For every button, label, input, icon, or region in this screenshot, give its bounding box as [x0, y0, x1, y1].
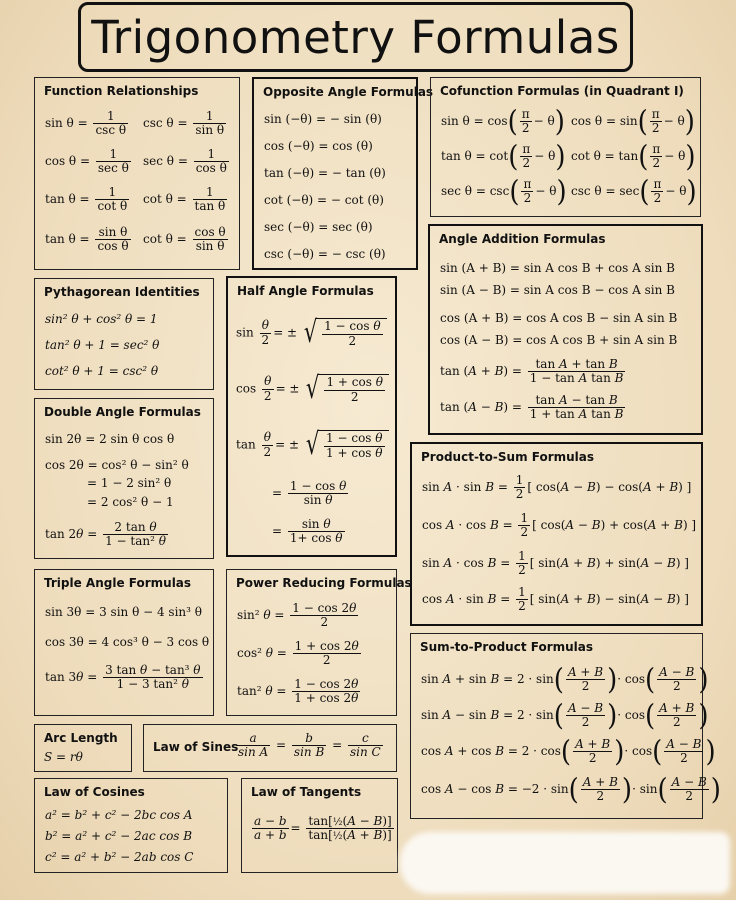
arc-length-header: Arc Length [44, 731, 118, 745]
formula-half-tan-3: = $\frac{\text{sin θ}}{\text{1+ cos θ}}$ [272, 517, 343, 546]
formula-opposite-csc: csc (−θ) = − csc (θ) [264, 247, 386, 261]
formula-triple-cos: cos 3θ = 4 cos³ θ − 3 cos θ [45, 635, 210, 649]
formula-pythag-2: tan² θ + 1 = sec² θ [45, 338, 160, 352]
formula-cosines-b: b² = a² + c² − 2ac cos B [45, 829, 193, 843]
page-title: Trigonometry Formulas [78, 2, 633, 72]
formula-tan-reciprocal: tan θ = $\frac{1}{\text{cot θ}}$ [45, 185, 128, 214]
formula-sin-sum: sin (A + B) = sin A cos B + cos A sin B [440, 261, 675, 275]
formula-cosines-c: c² = a² + b² − 2ab cos C [45, 850, 194, 864]
law-of-tangents-header: Law of Tangents [251, 785, 362, 799]
formula-double-sin: sin 2θ = 2 sin θ cos θ [45, 432, 175, 446]
formula-sum-sin-minus: sin A − sin B = 2 · sin( $\frac{A - B}{2}$ )· cos( $\frac{A + B}{2}$ ) [421, 699, 709, 733]
formula-cofunction-tan: tan θ = cot( $\frac{\pi}{2}$ − θ) [441, 140, 566, 174]
opposite-angle-box [252, 77, 434, 270]
sum-to-product-box [410, 633, 721, 819]
law-of-sines-header: Law of Sines [153, 740, 239, 754]
formula-sec-reciprocal: sec θ = $\frac{1}{\text{cos θ}}$ [143, 147, 227, 176]
formula-pythag-1: sin² θ + cos² θ = 1 [45, 312, 158, 326]
white-smudge [400, 832, 730, 894]
formula-product-cos-sin: cos A · sin B = $\frac{1}{2}$ [ sin(A + B) − sin(A − B) ] [422, 585, 689, 614]
formula-csc-reciprocal: csc θ = $\frac{1}{\text{sin θ}}$ [143, 109, 225, 138]
formula-sin-difference: sin (A − B) = sin A cos B − cos A sin B [440, 283, 675, 297]
formula-sum-cos-plus: cos A + cos B = 2 · cos( $\frac{A + B}{2}$ )· cos( $\frac{A - B}{2}$ ) [421, 735, 716, 769]
law-of-cosines-box [34, 778, 228, 873]
formula-power-sin: sin² θ = $\frac{1 - \cos 2\theta}{2}$ [237, 601, 357, 630]
formula-cosines-a: a² = b² + c² − 2bc cos A [45, 808, 193, 822]
formula-double-cos-2: = 1 − 2 sin² θ [87, 476, 172, 490]
power-reducing-header: Power Reducing Formulas [236, 576, 412, 590]
formula-cos-reciprocal: cos θ = 1 sec θ [45, 147, 129, 176]
formula-opposite-tan: tan (−θ) = − tan (θ) [264, 166, 386, 180]
angle-addition-box [428, 224, 703, 435]
law-of-sines-box [143, 724, 397, 772]
law-of-tangents-box [241, 778, 398, 873]
formula-double-cos-3: = 2 cos² θ − 1 [87, 495, 174, 509]
formula-opposite-cos: cos (−θ) = cos (θ) [264, 139, 373, 153]
pythagorean-box [34, 278, 214, 390]
angle-addition-header: Angle Addition Formulas [439, 232, 606, 246]
formula-product-sin-sin: sin A · sin B = $\frac{1}{2}$ [ cos(A − B) − cos(A + B) ] [422, 473, 692, 502]
formula-tan-difference: tan (A − B) = $\frac{\text{tan A − tan B}}{\text{1 + tan A tan B}}$ [440, 393, 624, 422]
double-angle-header: Double Angle Formulas [44, 405, 201, 419]
formula-cofunction-sec: sec θ = csc( $\frac{\pi}{2}$ − θ) [441, 175, 567, 209]
cofunction-box [430, 77, 701, 217]
formula-arc-length: S = rθ [44, 750, 83, 764]
formula-product-sin-cos: sin A · cos B = $\frac{1}{2}$ [ sin(A + B) + sin(A − B) ] [422, 549, 689, 578]
formula-sum-cos-minus: cos A − cos B = −2 · sin( $\frac{A + B}{2}$ )· sin( $\frac{A - B}{2}$ ) [421, 773, 721, 807]
function-relationships-box [34, 77, 240, 270]
product-to-sum-header: Product-to-Sum Formulas [421, 450, 595, 464]
formula-cofunction-csc: csc θ = sec( $\frac{\pi}{2}$ − θ) [571, 175, 697, 209]
triple-angle-header: Triple Angle Formulas [44, 576, 192, 590]
arc-length-box [34, 724, 132, 772]
opposite-angle-header: Opposite Angle Formulas [263, 85, 434, 99]
formula-double-cos: cos 2θ = cos² θ − sin² θ [45, 458, 189, 472]
formula-opposite-sin: sin (−θ) = − sin (θ) [264, 112, 382, 126]
formula-half-tan-2: = $\frac{\text{1 − cos θ}}{\text{sin θ}}$ [272, 479, 347, 508]
function-relationships-header: Function Relationships [44, 84, 199, 98]
product-to-sum-box [410, 442, 703, 626]
formula-half-cos: cos $\frac{\theta}{2}$ = ± √ $\frac{\text{1 + cos θ}}{2}$ [236, 374, 389, 404]
formula-cofunction-cos: cos θ = sin( $\frac{\pi}{2}$ − θ) [571, 105, 695, 139]
double-angle-box [34, 398, 214, 559]
formula-cot-reciprocal: cot θ = $\frac{1}{\text{tan θ}}$ [143, 185, 226, 214]
formula-sin-reciprocal: sin θ = 1 csc θ [45, 109, 127, 138]
cofunction-header: Cofunction Formulas (in Quadrant I) [440, 84, 684, 98]
formula-law-of-tangents: $\frac{a - b}{a + b}$ = $\frac{\text{tan[½(A − B)]}}{\text{tan[½(A + B)]}}$ [254, 814, 392, 843]
formula-tan-quotient: tan θ = $\frac{\text{sin θ}}{\text{cos θ}}$ [45, 225, 129, 254]
formula-power-cos: cos² θ = $\frac{1 + \cos 2\theta}{2}$ [237, 639, 359, 668]
formula-opposite-cot: cot (−θ) = − cot (θ) [264, 193, 384, 207]
formula-double-tan: tan 2θ = $\frac{\text{2 tan θ}}{\text{1 − tan² θ}}$ [45, 520, 166, 549]
formula-half-sin: sin $\frac{\theta}{2}$ = ± √ $\frac{\text{1 − cos θ}}{2}$ [236, 318, 387, 348]
formula-cofunction-sin: sin θ = cos( $\frac{\pi}{2}$ − θ) [441, 105, 565, 139]
formula-pythag-3: cot² θ + 1 = csc² θ [45, 364, 159, 378]
sum-to-product-header: Sum-to-Product Formulas [420, 640, 594, 654]
formula-half-tan: tan $\frac{\theta}{2}$ = ± √ $\frac{\text{1 − cos θ}}{\text{1 + cos θ}}$ [236, 430, 389, 460]
half-angle-box [226, 276, 397, 557]
power-reducing-box [226, 569, 412, 716]
law-of-cosines-header: Law of Cosines [44, 785, 145, 799]
formula-tan-sum: tan (A + B) = $\frac{\text{tan A + tan B}}{\text{1 − tan A tan B}}$ [440, 357, 624, 386]
formula-cos-sum: cos (A + B) = cos A cos B − sin A sin B [440, 311, 678, 325]
formula-cos-difference: cos (A − B) = cos A cos B + sin A sin B [440, 333, 678, 347]
formula-sum-sin-plus: sin A + sin B = 2 · sin( $\frac{A + B}{2}$ )· cos( $\frac{A - B}{2}$ ) [421, 663, 709, 697]
formula-triple-sin: sin 3θ = 3 sin θ − 4 sin³ θ [45, 605, 203, 619]
pythagorean-header: Pythagorean Identities [44, 285, 200, 299]
half-angle-header: Half Angle Formulas [237, 284, 374, 298]
formula-product-cos-cos: cos A · cos B = $\frac{1}{2}$ [ cos(A − B) + cos(A + B) ] [422, 511, 697, 540]
formula-power-tan: tan² θ = $\frac{1 - \cos 2\theta}{1 + \cos 2\theta}$ [237, 677, 359, 706]
triple-angle-box [34, 569, 214, 716]
formula-law-of-sines: $\frac{a}{\text{sin A}}$ = $\frac{b}{\text{sin B}}$ = $\frac{c}{\text{sin C}}$ [238, 731, 381, 760]
formula-cot-quotient: cot θ = $\frac{\text{cos θ}}{\text{sin θ}}$ [143, 225, 226, 254]
formula-cofunction-cot: cot θ = tan( $\frac{\pi}{2}$ − θ) [571, 140, 696, 174]
formula-triple-tan: tan 3θ = $\frac{\text{3 tan θ − tan³ θ}}{\text{1 − 3 tan² θ}}$ [45, 663, 201, 692]
formula-opposite-sec: sec (−θ) = sec (θ) [264, 220, 373, 234]
